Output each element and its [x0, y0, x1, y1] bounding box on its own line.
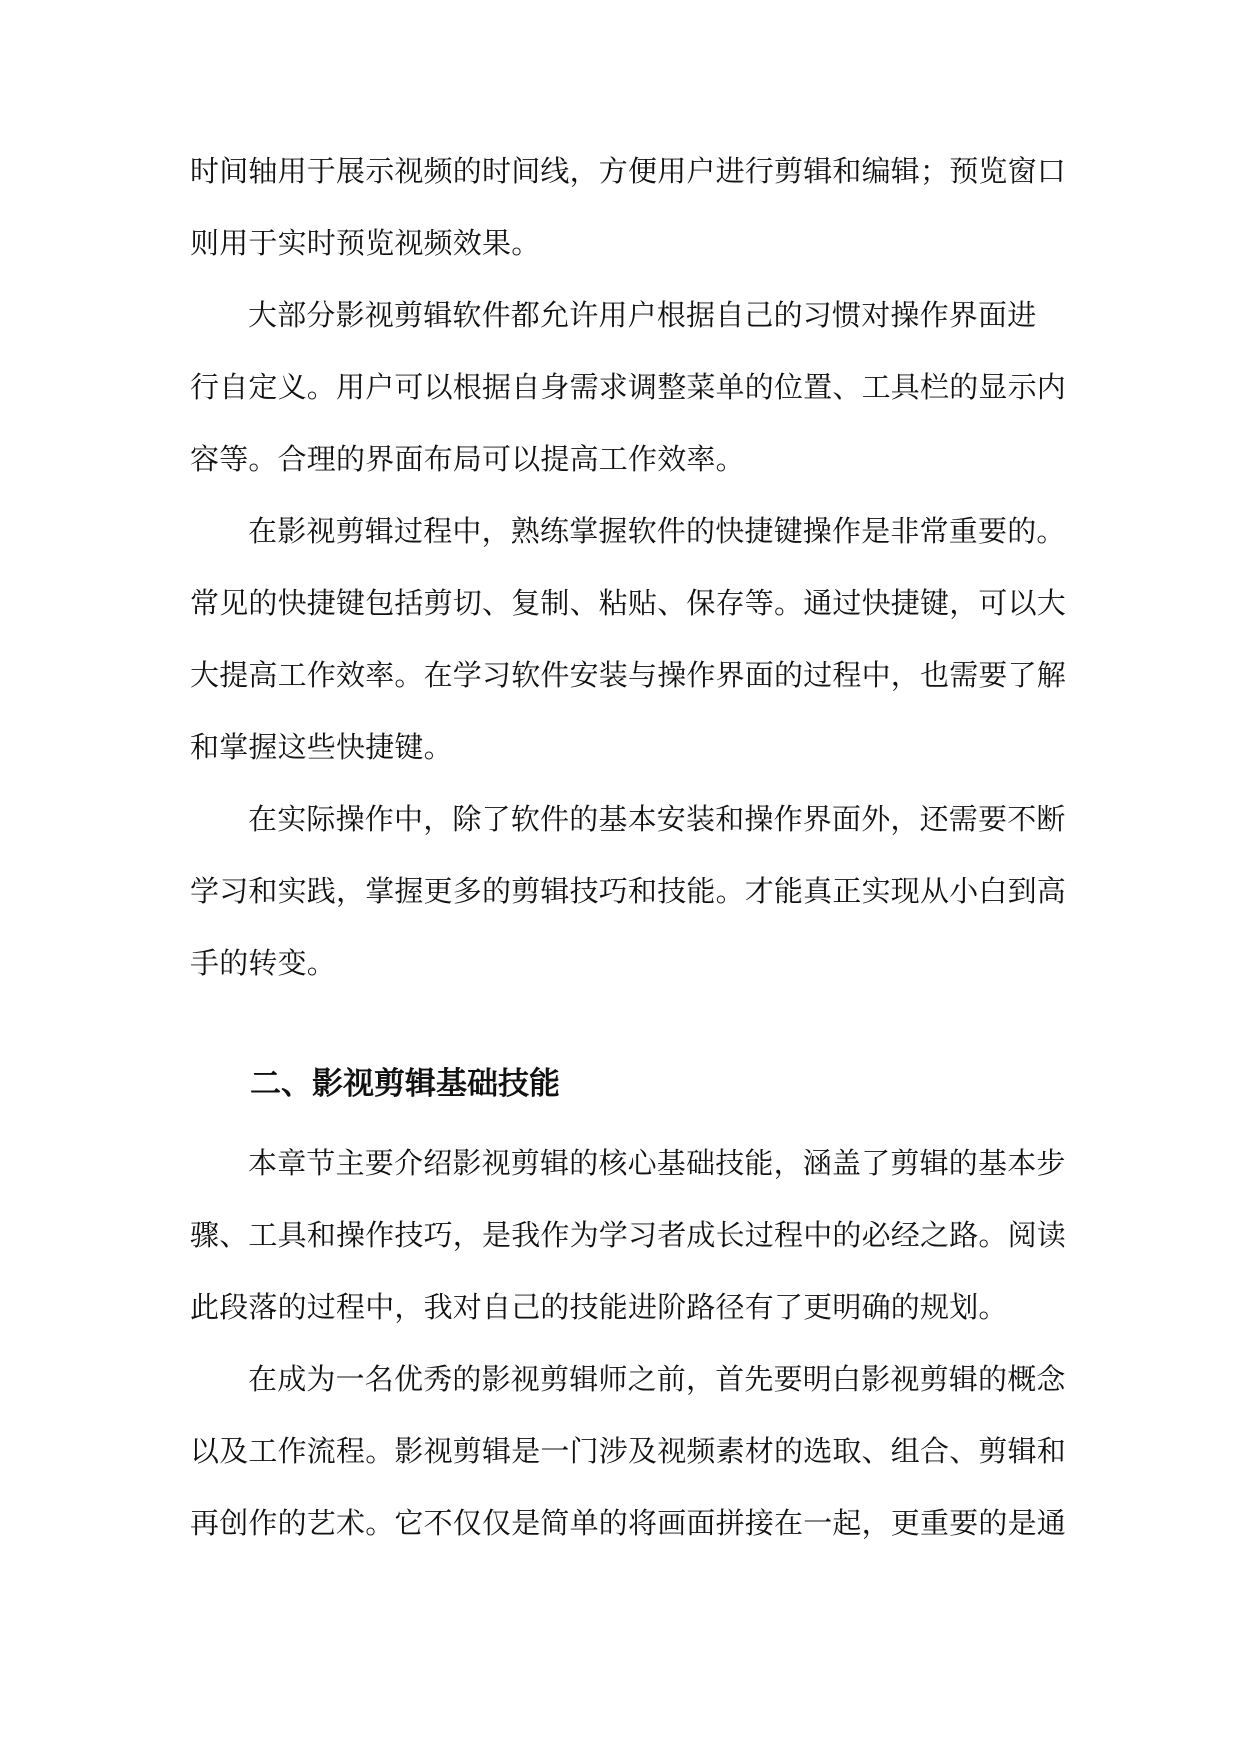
text-line: 常见的快捷键包括剪切、复制、粘贴、保存等。通过快捷键，可以大 — [190, 586, 1067, 620]
text-line: 本章节主要介绍影视剪辑的核心基础技能，涵盖了剪辑的基本步 — [248, 1146, 1066, 1180]
section-heading: 二、影视剪辑基础技能 — [250, 1066, 560, 1102]
text-line: 则用于实时预览视频效果。 — [190, 226, 541, 260]
paragraph-practice — [190, 792, 1070, 1008]
text-line: 再创作的艺术。它不仅仅是简单的将画面拼接在一起，更重要的是通 — [190, 1506, 1067, 1540]
text-line: 大部分影视剪辑软件都允许用户根据自己的习惯对操作界面进 — [248, 298, 1037, 332]
text-line: 容等。合理的界面布局可以提高工作效率。 — [190, 442, 745, 476]
section-spacer — [190, 1008, 1070, 1054]
text-line: 在实际操作中，除了软件的基本安装和操作界面外，还需要不断 — [248, 802, 1066, 836]
paragraph-concept — [190, 1352, 1070, 1568]
paragraph-customize — [190, 288, 1070, 504]
text-line: 在成为一名优秀的影视剪辑师之前，首先要明白影视剪辑的概念 — [248, 1362, 1066, 1396]
text-line: 学习和实践，掌握更多的剪辑技巧和技能。才能真正实现从小白到高 — [190, 874, 1067, 908]
text-line: 时间轴用于展示视频的时间线，方便用户进行剪辑和编辑；预览窗口 — [190, 154, 1067, 188]
document-body — [190, 144, 1070, 1568]
text-line: 手的转变。 — [190, 946, 337, 980]
paragraph-shortcuts — [190, 504, 1070, 792]
intro-paragraph — [190, 144, 1070, 288]
text-line: 此段落的过程中，我对自己的技能进阶路径有了更明确的规划。 — [190, 1290, 1008, 1324]
text-line: 大提高工作效率。在学习软件安装与操作界面的过程中，也需要了解 — [190, 658, 1067, 692]
text-line: 骤、工具和操作技巧，是我作为学习者成长过程中的必经之路。阅读 — [190, 1218, 1067, 1252]
text-line: 以及工作流程。影视剪辑是一门涉及视频素材的选取、组合、剪辑和 — [190, 1434, 1067, 1468]
paragraph-chapter-intro — [190, 1136, 1070, 1352]
text-line: 和掌握这些快捷键。 — [190, 730, 453, 764]
text-line: 在影视剪辑过程中，熟练掌握软件的快捷键操作是非常重要的。 — [248, 514, 1066, 548]
text-line: 行自定义。用户可以根据自身需求调整菜单的位置、工具栏的显示内 — [190, 370, 1067, 404]
